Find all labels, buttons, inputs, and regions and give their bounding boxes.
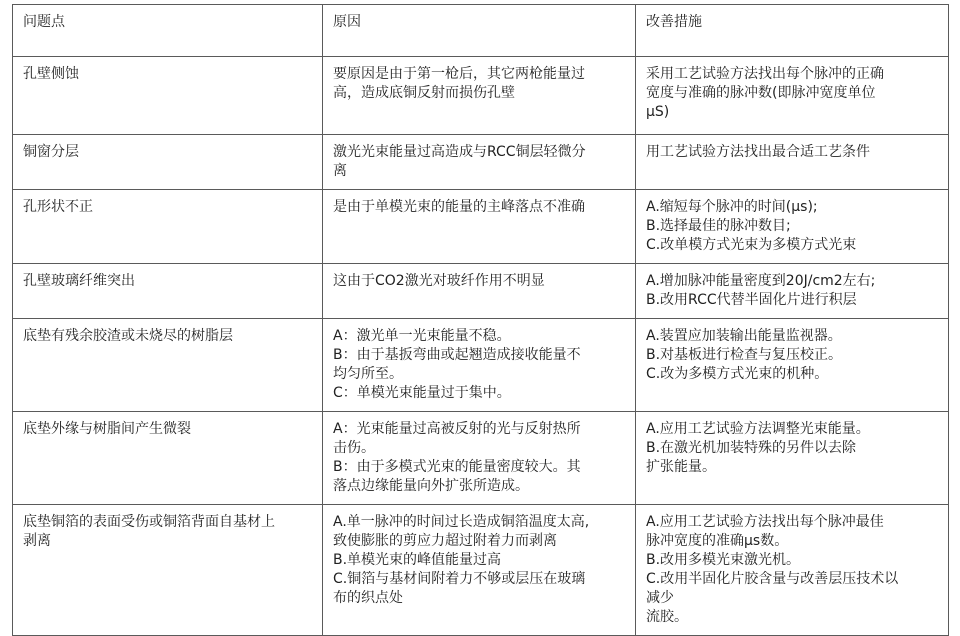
cell-text-line: μS) xyxy=(646,104,670,120)
cell-text-line: 脉冲宽度的准确μs数。 xyxy=(646,533,789,549)
cell-text-line: B.在激光机加装特殊的另件以去除 xyxy=(646,440,857,456)
cell-text-line: 离 xyxy=(333,163,347,179)
table-row xyxy=(13,190,949,264)
cell-text-line: B：由于基扳弯曲或起翘造成接收能量不 xyxy=(333,347,581,363)
cause-cell xyxy=(323,412,636,505)
problem-cell xyxy=(13,319,323,412)
fix-cell xyxy=(636,412,949,505)
cell-text-line: 布的织点处 xyxy=(333,590,403,606)
cell-text-line: 减少 xyxy=(646,590,674,606)
problem-cell xyxy=(13,190,323,264)
cell-text-line: A.增加脉冲能量密度到20J/cm2左右; xyxy=(646,273,876,289)
cell-text-line: 采用工艺试验方法找出每个脉冲的正确 xyxy=(646,66,884,82)
table-header-row xyxy=(13,5,949,57)
problem-cell xyxy=(13,135,323,190)
cell-text-line: 底垫外缘与树脂间产生微裂 xyxy=(23,421,191,437)
cell-text-line: 落点边缘能量向外扩张所造成。 xyxy=(333,478,529,494)
cell-text-line: B.改用多模光束激光机。 xyxy=(646,552,801,568)
table-row xyxy=(13,264,949,319)
cell-text-line: 孔形状不正 xyxy=(23,199,93,215)
fix-cell xyxy=(636,264,949,319)
cell-text-line: C.改用半固化片胶含量与改善层压技术以 xyxy=(646,571,899,587)
table-row xyxy=(13,319,949,412)
cell-text-line: 高，造成底铜反射而损伤孔壁 xyxy=(333,85,515,101)
header-problem: 问题点 xyxy=(13,5,323,57)
cause-cell xyxy=(323,57,636,135)
cell-text-line: B：由于多模式光束的能量密度较大。其 xyxy=(333,459,581,475)
cell-text-line: C.改为多模方式光束的机种。 xyxy=(646,366,829,382)
fix-cell xyxy=(636,57,949,135)
cell-text-line: 扩张能量。 xyxy=(646,459,716,475)
cell-text-line: 铜窗分层 xyxy=(23,144,79,160)
cause-cell xyxy=(323,190,636,264)
cause-cell xyxy=(323,505,636,636)
issues-table xyxy=(12,4,949,636)
cell-text-line: B.改用RCC代替半固化片进行积层 xyxy=(646,292,857,308)
cell-text-line: C：单模光束能量过于集中。 xyxy=(333,385,511,401)
problem-cell xyxy=(13,412,323,505)
cell-text-line: 这由于CO2激光对玻纤作用不明显 xyxy=(333,273,545,289)
problem-cell xyxy=(13,57,323,135)
cell-text-line: A：光束能量过高被反射的光与反射热所 xyxy=(333,421,581,437)
cell-text-line: A：激光单一光束能量不稳。 xyxy=(333,328,511,344)
table-row xyxy=(13,505,949,636)
fix-cell xyxy=(636,319,949,412)
cell-text-line: A.应用工艺试验方法找出每个脉冲最佳 xyxy=(646,514,884,530)
table-row xyxy=(13,135,949,190)
cell-text-line: 致使膨胀的剪应力超过附着力而剥离 xyxy=(333,533,557,549)
cell-text-line: A.单一脉冲的时间过长造成铜箔温度太高, xyxy=(333,514,590,530)
cause-cell xyxy=(323,319,636,412)
cell-text-line: 孔壁侧蚀 xyxy=(23,66,79,82)
cell-text-line: B.单模光束的峰值能量过高 xyxy=(333,552,502,568)
cause-cell xyxy=(323,135,636,190)
cell-text-line: 剥离 xyxy=(23,533,51,549)
problem-cell xyxy=(13,505,323,636)
cell-text-line: 孔壁玻璃纤维突出 xyxy=(23,273,135,289)
cell-text-line: 流胶。 xyxy=(646,609,688,625)
problem-cell xyxy=(13,264,323,319)
table-body xyxy=(13,57,949,636)
fix-cell xyxy=(636,190,949,264)
cell-text-line: 均匀所至。 xyxy=(333,366,403,382)
table-row xyxy=(13,412,949,505)
fix-cell xyxy=(636,135,949,190)
header-fix: 改善措施 xyxy=(636,5,949,57)
cause-cell xyxy=(323,264,636,319)
cell-text-line: A.装置应加装输出能量监视器。 xyxy=(646,328,842,344)
cell-text-line: 激光光束能量过高造成与RCC铜层轻微分 xyxy=(333,144,586,160)
cell-text-line: A.应用工艺试验方法调整光束能量。 xyxy=(646,421,870,437)
cell-text-line: C.改单模方式光束为多模方式光束 xyxy=(646,237,857,253)
cell-text-line: 底垫有残余胶渣或未烧尽的树脂层 xyxy=(23,328,233,344)
fix-cell xyxy=(636,505,949,636)
cell-text-line: 宽度与准确的脉冲数(即脉冲宽度单位 xyxy=(646,85,876,101)
cell-text-line: 要原因是由于第一枪后，其它两枪能量过 xyxy=(333,66,585,82)
cell-text-line: 用工艺试验方法找出最合适工艺条件 xyxy=(646,144,870,160)
cell-text-line: B.对基板进行检查与复压校正。 xyxy=(646,347,843,363)
cell-text-line: A.缩短每个脉冲的时间(μs); xyxy=(646,199,818,215)
cell-text-line: 是由于单模光束的能量的主峰落点不准确 xyxy=(333,199,585,215)
header-cause: 原因 xyxy=(323,5,636,57)
cell-text-line: 击伤。 xyxy=(333,440,375,456)
cell-text-line: C.铜箔与基材间附着力不够或层压在玻璃 xyxy=(333,571,586,587)
cell-text-line: 底垫铜箔的表面受伤或铜箔背面自基材上 xyxy=(23,514,275,530)
table-row xyxy=(13,57,949,135)
cell-text-line: B.选择最佳的脉冲数目; xyxy=(646,218,791,234)
